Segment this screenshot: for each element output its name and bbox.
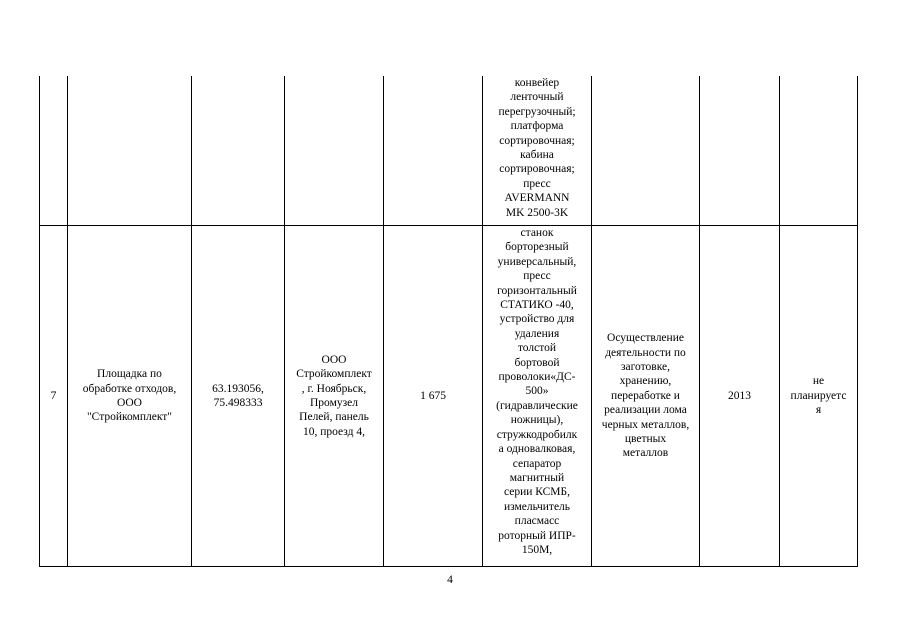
- plan-cell: [780, 226, 857, 566]
- site-name: Площадка по обработке отходов, ООО "Стройкомплект": [82, 368, 177, 424]
- year-cell: [700, 226, 779, 566]
- page-number: 4: [447, 574, 453, 586]
- continued-equipment-text: конвейер ленточный перегрузочный; платформа сортировочная; кабина сортировочная; пресс AVERMANN MK 2500-3K: [498, 77, 576, 219]
- coordinates: 63.193056, 75.498333: [212, 382, 264, 409]
- site-name-cell: [68, 226, 191, 566]
- operator: ООО Стройкомплект , г. Ноябрьск, Промузел Пелей, панель 10, проезд 4,: [296, 353, 372, 438]
- equipment-cell: [483, 226, 591, 566]
- operator-cell: [285, 226, 383, 566]
- row-number-cell: [40, 226, 67, 566]
- coordinates-cell: [192, 226, 284, 566]
- capacity-cell: [384, 226, 482, 566]
- equipment: станок борторезный универсальный, пресс горизонтальный СТАТИКО -40, устройство для удаления толстой бортовой проволоки«ДС- 500» (гидравлические ножницы), стружкодробилк а одновалковая, сепаратор магнитный серии КСМБ, измельчитель пласмасс роторный ИПР- 150М,: [496, 227, 578, 556]
- year: 2013: [728, 389, 751, 402]
- capacity: 1 675: [420, 389, 446, 402]
- continued-equipment-cell: [483, 76, 591, 225]
- activity-cell: [592, 226, 699, 566]
- row-number: 7: [50, 389, 57, 402]
- plan: не планируетс я: [790, 375, 847, 417]
- activity: Осуществление деятельности по заготовке, хранению, переработке и реализации лома черных металлов, цветных металлов: [601, 332, 690, 460]
